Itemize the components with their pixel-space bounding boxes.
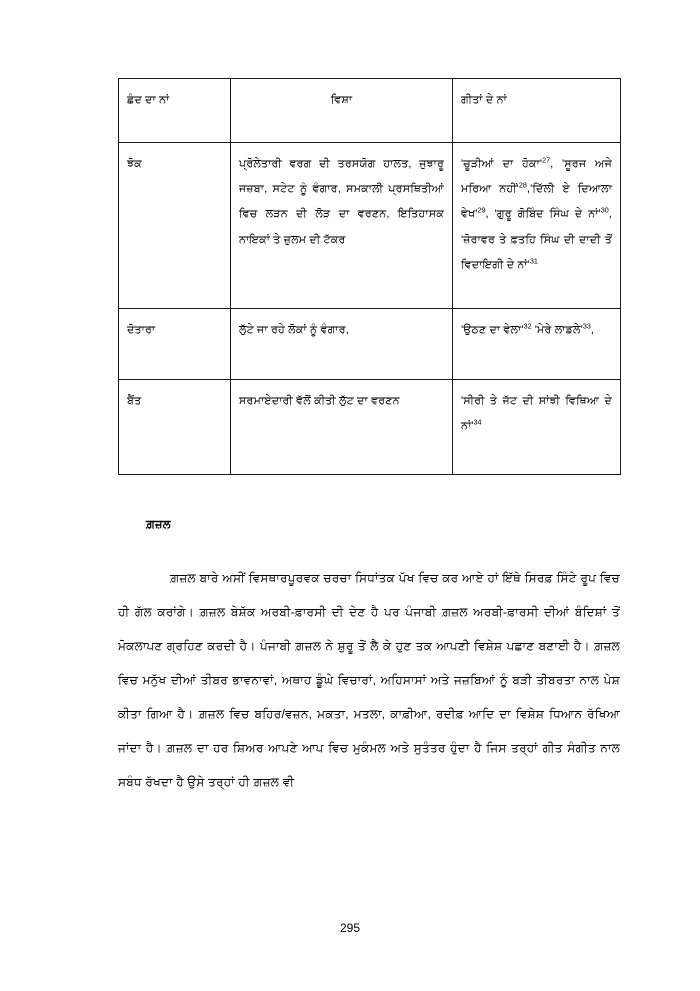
footnote-marker: 28 [518,180,527,190]
row-subject: ਸਰਮਾਏਦਾਰੀ ਵੱਲੋਂ ਕੀਤੀ ਲੁੱਟ ਦਾ ਵਰਣਨ [231,380,453,474]
table-row [119,143,621,309]
row-song-names [453,143,621,309]
footnote-marker: 29 [477,205,486,215]
song-title: , 'ਸੂਰਜ ਅਜੇ ਮਰਿਆ ਨਹੀਂ' [461,158,613,196]
footnote-marker: 32 [523,321,532,331]
footnote-marker: 30 [600,205,609,215]
footnote-marker: 33 [582,321,591,331]
table-row [119,380,621,474]
table-header-chhand-name: ਛੰਦ ਦਾ ਨਾਂ [119,79,231,143]
song-title: 'ਚੂੜੀਆਂ ਦਾ ਹੋਕਾ' [461,158,543,170]
row-song-names [453,380,621,474]
row-chhand-name: ਦੋਤਾਰਾ [119,309,231,380]
song-title: 'ਸੀਰੀ ਤੇ ਜੱਟ ਦੀ ਸਾਂਝੀ ਵਿਥਿਆ ਦੇ ਨਾਂ' [461,395,612,433]
row-subject: ਲੁੱਟੇ ਜਾ ਰਹੇ ਲੋਕਾਂ ਨੂੰ ਵੰਗਾਰ, [231,309,453,380]
song-title: , 'ਜ਼ੋਰਾਵਰ ਤੇ ਫ਼ਤਹਿ ਸਿੰਘ ਦੀ ਦਾਦੀ ਤੋਂ ਵਿਦਾਇਗੀ ਦੇ ਨਾਂ' [461,208,612,271]
song-title: 'ਉਠਣ ਦਾ ਵੇਲਾ' [461,324,524,337]
table-header-row [119,79,621,143]
table-row [119,309,621,380]
body-paragraph: ਗ਼ਜ਼ਲ ਬਾਰੇ ਅਸੀਂ ਵਿਸਥਾਰਪੂਰਵਕ ਚਰਚਾ ਸਿਧਾਂਤਕ ਪੱਖ ਵਿਚ ਕਰ ਆਏ ਹਾਂ ਇੱਥੇ ਸਿਰਫ਼ ਸਿੰਟੇ ਰੂਪ ਵਿਚ ਹੀ ਗੱਲ ਕਰਾਂਗੇ। ਗ਼ਜ਼ਲ ਬੇਸ਼ੱਕ ਅਰਬੀ-ਫ਼ਾਰਸੀ ਦੀ ਦੇਣ ਹੈ ਪਰ ਪੰਜਾਬੀ ਗ਼ਜ਼ਲ ਅਰਬੀ-ਫ਼ਾਰਸੀ ਦੀਆਂ ਬੰਦਿਸ਼ਾਂ ਤੋਂ ਮੋਕਲਾਪਣ ਗ੍ਰਹਿਣ ਕਰਦੀ ਹੈ। ਪੰਜਾਬੀ ਗ਼ਜ਼ਲ ਨੇ ਸ਼ੁਰੂ ਤੋਂ ਲੈ ਕੇ ਹੁਣ ਤਕ ਆਪਣੀ ਵਿਸ਼ੇਸ਼ ਪਛਾਣ ਬਣਾਈ ਹੈ। ਗ਼ਜ਼ਲ ਵਿਚ ਮਨੁੱਖ ਦੀਆਂ ਤੀਬਰ ਭਾਵਨਾਵਾਂ, ਅਥਾਹ ਡੂੰਘੇ ਵਿਚਾਰਾਂ, ਅਹਿਸਾਸਾਂ ਅਤੇ ਜਜ਼ਬਿਆਂ ਨੂੰ ਬੜੀ ਤੀਬਰਤਾ ਨਾਲ ਪੇਸ਼ ਕੀਤਾ ਗਿਆ ਹੈ। ਗ਼ਜ਼ਲ ਵਿਚ ਬਹਿਰ/ਵਜ਼ਨ, ਮਕਤਾ, ਮਤਲਾ, ਕਾਫ਼ੀਆ, ਰਦੀਫ਼ ਆਦਿ ਦਾ ਵਿਸ਼ੇਸ਼ ਧਿਆਨ ਰੱਖਿਆ ਜਾਂਦਾ ਹੈ। ਗ਼ਜ਼ਲ ਦਾ ਹਰ ਸ਼ਿਅਰ ਆਪਣੇ ਆਪ ਵਿਚ ਮੁਕੰਮਲ ਅਤੇ ਸੁਤੰਤਰ ਹੁੰਦਾ ਹੈ ਜਿਸ ਤਰ੍ਹਾਂ ਗੀਤ ਸੰਗੀਤ ਨਾਲ ਸਬੰਧ ਰੱਖਦਾ ਹੈ ਉਸੇ ਤਰ੍ਹਾਂ ਹੀ ਗ਼ਜ਼ਲ ਵੀ [118,571,620,789]
song-title: , 'ਗੁਰੂ ਗੋਬਿੰਦ ਸਿੰਘ ਦੇ ਨਾਂ' [485,208,601,221]
page-number: 295 [339,921,361,935]
song-title: ,'ਦਿੱਲੀ ਏ ਦਿਆਲਾ ਵੇਖ' [461,183,612,221]
table-header-subject: ਵਿਸ਼ਾ [231,79,453,143]
table-header-song-names: ਗੀਤਾਂ ਦੇ ਨਾਂ [453,79,621,143]
chhand-table [118,78,621,475]
chhand-table-container [118,78,620,475]
footnote-marker: 34 [473,417,482,427]
row-chhand-name: ਬੈਂਤ [119,380,231,474]
row-subject: ਪ੍ਰੋਲੇਤਾਰੀ ਵਰਗ ਦੀ ਤਰਸਯੋਗ ਹਾਲਤ, ਜੁਝਾਰੂ ਜਜ਼ਬਾ, ਸਟੇਟ ਨੂੰ ਵੰਗਾਰ, ਸਮਕਾਲੀ ਪ੍ਰਸਥਿਤੀਆਂ ਵਿਚ ਲੜਨ ਦੀ ਲੋੜ ਦਾ ਵਰਣਨ, ਇਤਿਹਾਸਕ ਨਾਇਕਾਂ ਤੇ ਜ਼ੁਲਮ ਦੀ ਟੱਕਰ [231,143,453,309]
footnote-marker: 31 [529,256,538,266]
section-heading-ghazal: ਗ਼ਜ਼ਲ [146,518,171,531]
row-song-names [453,309,621,380]
footnote-marker: 27 [542,155,551,165]
song-title: , [590,324,595,337]
song-title: 'ਮੇਰੇ ਲਾਡਲੇ' [531,324,583,337]
row-chhand-name: ਝੋਕ [119,143,231,309]
